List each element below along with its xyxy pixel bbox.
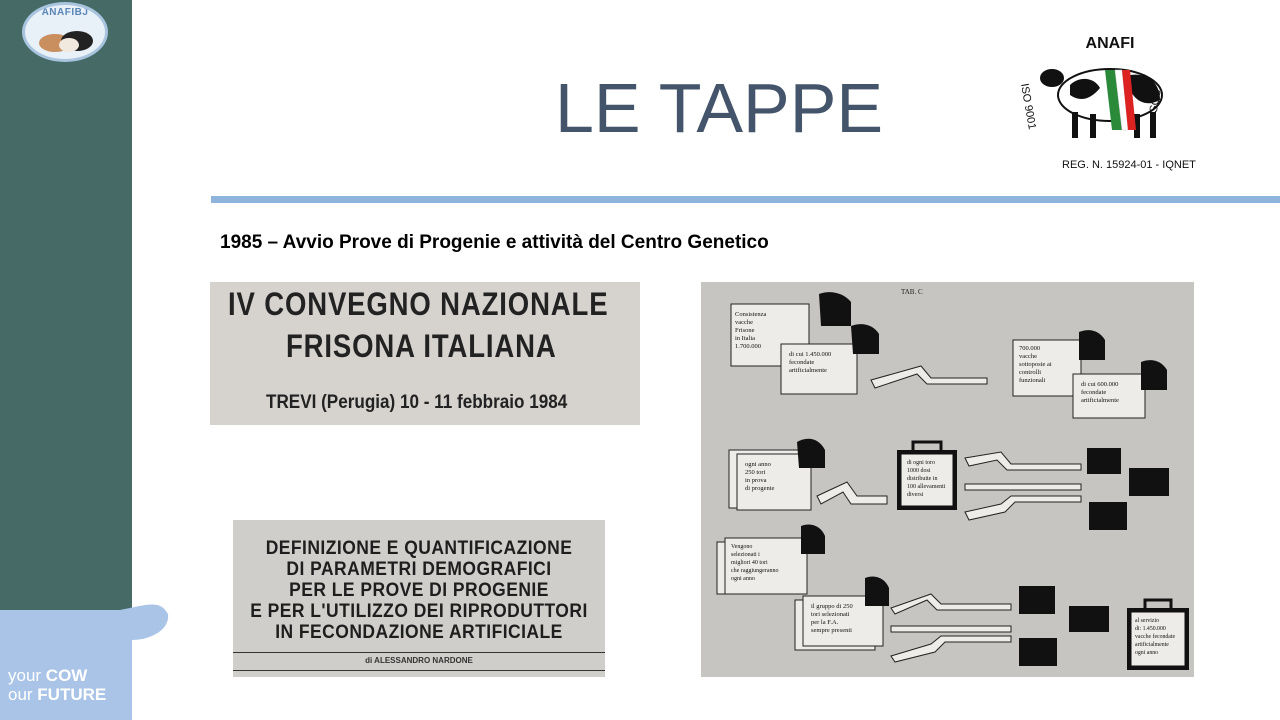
diagram-text: Consistenza bbox=[735, 311, 767, 318]
arrow-icon bbox=[871, 366, 987, 388]
slogan-cow: COW bbox=[45, 666, 88, 685]
clipping2-author: di ALESSANDRO NARDONE bbox=[365, 656, 473, 665]
diagram-text: che raggiungeranno bbox=[731, 568, 779, 574]
diagram-text: il gruppo di 250 bbox=[811, 603, 853, 610]
diagram-text: di cui 600.000 bbox=[1081, 381, 1119, 388]
slide-subtitle: 1985 – Avvio Prove di Progenie e attività del Centro Genetico bbox=[220, 232, 769, 253]
diagram-text: artificialmente bbox=[789, 367, 827, 374]
diagram-text: 700.000 bbox=[1019, 345, 1041, 352]
cow-head-icon bbox=[819, 292, 851, 326]
cow-icon bbox=[1129, 468, 1169, 496]
diagram-text: di ogni toro bbox=[907, 460, 935, 466]
arrow-icon bbox=[965, 484, 1081, 490]
diagram-text: funzionali bbox=[1019, 377, 1046, 384]
cow-icon bbox=[1019, 586, 1055, 614]
slide-title: LE TAPPE bbox=[555, 69, 884, 147]
badge-text: ANAFIBJ bbox=[41, 7, 89, 18]
cow-icon bbox=[1040, 69, 1162, 138]
diagram-text: al servizio bbox=[1135, 618, 1159, 624]
diagram-text: in Italia bbox=[735, 335, 756, 342]
clipping1-line3: TREVI (Perugia) 10 - 11 febbraio 1984 bbox=[266, 392, 568, 413]
anafi-logo-text: ANAFI bbox=[1085, 35, 1135, 52]
diagram-text: 1.700.000 bbox=[735, 343, 761, 350]
arrow-icon bbox=[817, 482, 887, 504]
diagram-tab-label: TAB. C bbox=[901, 288, 923, 296]
cow-head-icon bbox=[797, 439, 825, 468]
diagram-text: vacche bbox=[1019, 353, 1038, 360]
cow-icon bbox=[1087, 448, 1121, 474]
diagram-text: sottoposte ai bbox=[1019, 361, 1052, 368]
diagram-text: tori selezionati bbox=[811, 611, 850, 618]
diagram-text: fecondate bbox=[1081, 389, 1107, 396]
cow-icon bbox=[1019, 638, 1057, 666]
clipping2-line: E PER L'UTILIZZO DEI RIPRODUTTORI bbox=[250, 601, 588, 622]
diagram-text: in prova bbox=[745, 477, 767, 484]
diagram-text: di cui 1.450.000 bbox=[789, 351, 832, 358]
diagram-text: artificialmente bbox=[1081, 397, 1119, 404]
slogan-our: our bbox=[8, 685, 38, 704]
arrow-icon bbox=[965, 452, 1081, 470]
diagram-text: 100 allevamenti bbox=[907, 484, 946, 490]
diagram-text: migliori 40 tori bbox=[731, 560, 768, 566]
diagram-text: per la F.A. bbox=[811, 619, 839, 626]
cow-head-icon bbox=[1141, 360, 1167, 390]
logo-ring-left: ISO 9001 bbox=[1018, 82, 1038, 131]
anafibj-logo bbox=[22, 2, 108, 62]
diagram-text: di: 1.450.000 bbox=[1135, 626, 1166, 632]
title-divider bbox=[211, 196, 1280, 203]
cow-head-icon bbox=[865, 576, 889, 606]
clipping2-line: DEFINIZIONE E QUANTIFICAZIONE bbox=[265, 538, 573, 559]
logo-ring-right: SQS bbox=[1147, 88, 1164, 114]
arrow-icon bbox=[891, 626, 1011, 632]
diagram-text: vacche bbox=[735, 319, 754, 326]
divider bbox=[233, 652, 605, 653]
diagram-text: controlli bbox=[1019, 369, 1042, 376]
diagram-text: ogni anno bbox=[745, 461, 771, 468]
cow-head-icon bbox=[801, 524, 825, 554]
slogan-future: FUTURE bbox=[37, 685, 107, 704]
diagram-text: fecondate bbox=[789, 359, 815, 366]
clipping-definizione bbox=[233, 520, 605, 677]
clipping2-line: PER LE PROVE DI PROGENIE bbox=[289, 580, 549, 601]
anafi-logo bbox=[1010, 30, 1210, 180]
diagram-text: sempre presenti bbox=[811, 627, 852, 634]
clipping1-line1: IV CONVEGNO NAZIONALE bbox=[228, 286, 609, 322]
arrow-icon bbox=[891, 594, 1011, 614]
diagram-text: selezionati i bbox=[731, 552, 760, 558]
diagram-text: ogni anno bbox=[1135, 650, 1159, 656]
cow-icon bbox=[1089, 502, 1127, 530]
progeny-test-diagram bbox=[701, 282, 1194, 677]
clipping-convegno bbox=[210, 282, 640, 425]
diagram-text: ogni anno bbox=[731, 576, 755, 582]
slogan-your: your bbox=[8, 666, 46, 685]
arrow-icon bbox=[965, 496, 1081, 520]
divider bbox=[233, 670, 605, 671]
logo-ring-bottom: REG. N. 15924-01 - IQNET bbox=[1062, 159, 1196, 171]
cow-head-icon bbox=[1079, 330, 1105, 360]
diagram-text: Vengono bbox=[731, 544, 753, 550]
clipping2-line: IN FECONDAZIONE ARTIFICIALE bbox=[275, 622, 563, 643]
diagram-text: Frisone bbox=[735, 327, 755, 334]
cow-icon bbox=[1069, 606, 1109, 632]
diagram-text: 1000 dosi bbox=[907, 468, 931, 474]
diagram-text: 250 tori bbox=[745, 469, 766, 476]
clipping2-line: DI PARAMETRI DEMOGRAFICI bbox=[286, 559, 552, 580]
arrow-icon bbox=[891, 636, 1011, 662]
diagram-text: artificialmente bbox=[1135, 642, 1169, 648]
diagram-text: diversi bbox=[907, 492, 924, 498]
slogan bbox=[8, 666, 106, 704]
diagram-text: distribuite in bbox=[907, 476, 938, 482]
diagram-svg bbox=[701, 282, 1194, 677]
diagram-text: vacche fecondate bbox=[1135, 634, 1176, 640]
cow-head-icon bbox=[851, 324, 879, 354]
cows-icon bbox=[25, 13, 105, 62]
diagram-text: di progenie bbox=[745, 485, 775, 492]
clipping1-line2: FRISONA ITALIANA bbox=[286, 328, 557, 364]
